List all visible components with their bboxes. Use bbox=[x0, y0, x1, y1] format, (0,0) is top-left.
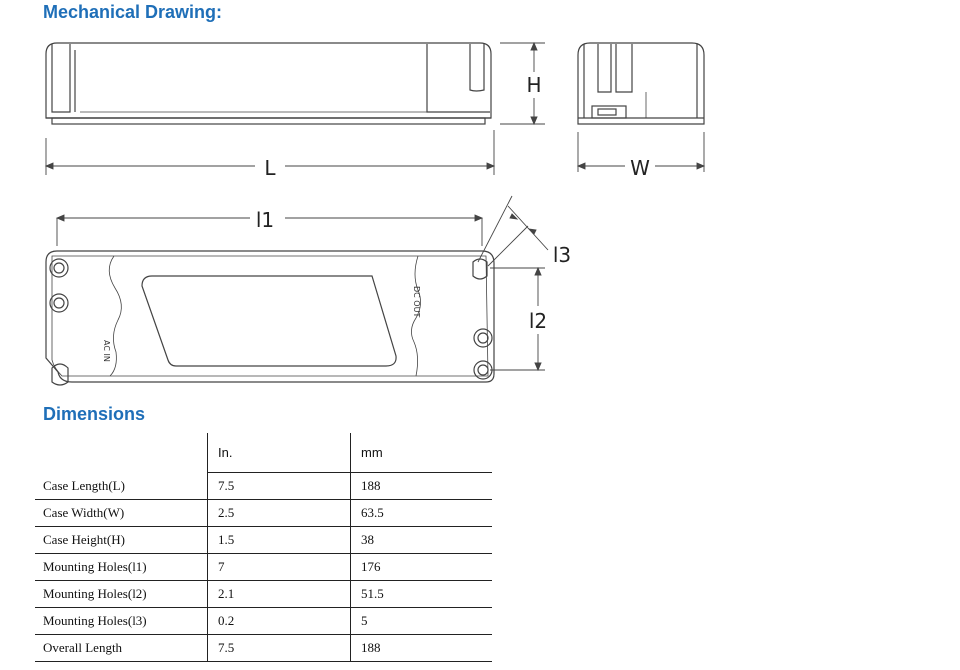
mechanical-drawing-heading: Mechanical Drawing: bbox=[43, 2, 223, 22]
row-value-mm: 176 bbox=[351, 554, 493, 581]
table-row bbox=[35, 608, 492, 635]
column-header-mm: mm bbox=[351, 433, 493, 473]
dimensions-table bbox=[35, 433, 492, 662]
dimensions-heading: Dimensions bbox=[43, 404, 146, 424]
row-value-mm: 51.5 bbox=[351, 581, 493, 608]
label-w: W bbox=[630, 156, 650, 180]
row-label: Mounting Holes(l3) bbox=[35, 608, 208, 635]
top-view bbox=[46, 251, 494, 385]
row-value-in: 7 bbox=[208, 554, 351, 581]
row-value-mm: 188 bbox=[351, 635, 493, 662]
table-row bbox=[35, 554, 492, 581]
row-value-in: 2.5 bbox=[208, 500, 351, 527]
row-value-mm: 188 bbox=[351, 473, 493, 500]
row-label: Case Height(H) bbox=[35, 527, 208, 554]
row-label: Mounting Holes(l1) bbox=[35, 554, 208, 581]
side-view bbox=[46, 43, 491, 124]
table-row bbox=[35, 473, 492, 500]
row-label: Case Width(W) bbox=[35, 500, 208, 527]
label-h: H bbox=[526, 73, 542, 97]
label-l1: l1 bbox=[255, 208, 275, 232]
row-label: Case Length(L) bbox=[35, 473, 208, 500]
row-value-in: 7.5 bbox=[208, 473, 351, 500]
row-label: Mounting Holes(l2) bbox=[35, 581, 208, 608]
label-l3: l3 bbox=[552, 243, 572, 267]
row-value-mm: 5 bbox=[351, 608, 493, 635]
table-row bbox=[35, 527, 492, 554]
table-row bbox=[35, 500, 492, 527]
row-value-in: 0.2 bbox=[208, 608, 351, 635]
marking-dc-out: DC OUT bbox=[412, 286, 421, 318]
row-value-mm: 38 bbox=[351, 527, 493, 554]
row-label: Overall Length bbox=[35, 635, 208, 662]
marking-ac-in: AC IN bbox=[102, 340, 111, 362]
table-row bbox=[35, 635, 492, 662]
dimension-l3 bbox=[478, 196, 548, 266]
column-header-item bbox=[35, 433, 208, 473]
row-value-mm: 63.5 bbox=[351, 500, 493, 527]
column-header-in: In. bbox=[208, 433, 351, 473]
table-header-row bbox=[35, 433, 492, 473]
label-l2: l2 bbox=[528, 309, 548, 333]
row-value-in: 7.5 bbox=[208, 635, 351, 662]
end-view bbox=[578, 43, 704, 124]
row-value-in: 2.1 bbox=[208, 581, 351, 608]
table-row bbox=[35, 581, 492, 608]
label-l: L bbox=[264, 156, 276, 180]
row-value-in: 1.5 bbox=[208, 527, 351, 554]
